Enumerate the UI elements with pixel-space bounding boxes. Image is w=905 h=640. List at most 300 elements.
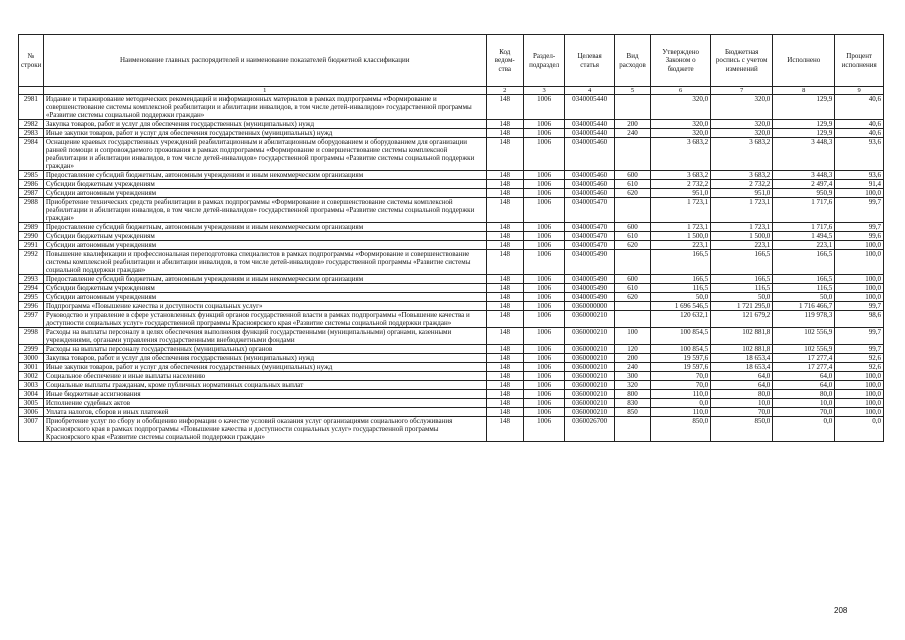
row-number: 3001	[19, 363, 44, 372]
expense-type	[614, 302, 650, 311]
percent-value: 99,7	[835, 328, 884, 345]
column-number	[19, 87, 44, 95]
target-article: 0360000210	[565, 311, 615, 328]
table-row	[19, 129, 884, 138]
budget-amount: 166,5	[711, 275, 773, 284]
expense-type: 800	[614, 390, 650, 399]
budget-amount: 64,0	[711, 372, 773, 381]
column-number: 8	[773, 87, 835, 95]
approved-amount: 110,0	[651, 390, 711, 399]
percent-value: 99,7	[835, 302, 884, 311]
expense-type	[614, 417, 650, 442]
percent-value: 92,6	[835, 354, 884, 363]
expense-type: 610	[614, 232, 650, 241]
table-row	[19, 293, 884, 302]
expense-type: 610	[614, 284, 650, 293]
department-code: 148	[486, 95, 523, 120]
approved-amount: 100 854,5	[651, 345, 711, 354]
budget-amount: 1 723,1	[711, 198, 773, 223]
target-article: 0340005470	[565, 241, 615, 250]
expense-type: 300	[614, 372, 650, 381]
budget-amount: 850,0	[711, 417, 773, 442]
table-row	[19, 284, 884, 293]
row-number: 2997	[19, 311, 44, 328]
approved-amount: 951,0	[651, 189, 711, 198]
section-code: 1006	[523, 198, 564, 223]
section-code: 1006	[523, 293, 564, 302]
column-number: 6	[651, 87, 711, 95]
row-name: Предоставление субсидий бюджетным, автономным учреждениям и иным некоммерческим организациям	[43, 171, 486, 180]
target-article: 0340005470	[565, 232, 615, 241]
budget-amount: 951,0	[711, 189, 773, 198]
executed-amount: 129,9	[773, 129, 835, 138]
expense-type: 240	[614, 129, 650, 138]
budget-amount: 2 732,2	[711, 180, 773, 189]
department-code: 148	[486, 250, 523, 275]
section-code: 1006	[523, 311, 564, 328]
percent-value: 100,0	[835, 241, 884, 250]
row-number: 2989	[19, 223, 44, 232]
section-code: 1006	[523, 223, 564, 232]
target-article: 0340005470	[565, 198, 615, 223]
approved-amount: 70,0	[651, 381, 711, 390]
column-number: 1	[43, 87, 486, 95]
executed-amount: 17 277,4	[773, 354, 835, 363]
percent-value: 99,6	[835, 232, 884, 241]
row-name: Исполнение судебных актов	[43, 399, 486, 408]
target-article: 0340005440	[565, 95, 615, 120]
table-row	[19, 399, 884, 408]
row-number: 2996	[19, 302, 44, 311]
table-row	[19, 345, 884, 354]
table-row	[19, 223, 884, 232]
table-row	[19, 328, 884, 345]
table-row	[19, 95, 884, 120]
row-name: Предоставление субсидий бюджетным, автономным учреждениям и иным некоммерческим организациям	[43, 223, 486, 232]
department-code: 148	[486, 399, 523, 408]
header-name: Наименование главных распорядителей и наименование показателей бюджетной классификации	[43, 35, 486, 87]
column-number: 4	[565, 87, 615, 95]
table-row	[19, 363, 884, 372]
table-row	[19, 417, 884, 442]
percent-value: 40,6	[835, 95, 884, 120]
row-name: Издание и тиражирование методических рекомендаций и информационных материалов в рамках подпрограммы «Формирование и совершенствование системы комплексной реабилитации и абилитации инвалидов, в том числе детей-инвалидов» государственной программы «Развитие системы социальной поддержки граждан»	[43, 95, 486, 120]
department-code: 148	[486, 372, 523, 381]
department-code: 148	[486, 138, 523, 171]
row-number: 2988	[19, 198, 44, 223]
target-article: 0360000210	[565, 408, 615, 417]
section-code: 1006	[523, 241, 564, 250]
expense-type	[614, 95, 650, 120]
target-article: 0340005490	[565, 284, 615, 293]
target-article: 0340005490	[565, 293, 615, 302]
section-code: 1006	[523, 189, 564, 198]
section-code: 1006	[523, 363, 564, 372]
column-number: 3	[523, 87, 564, 95]
executed-amount: 3 448,3	[773, 138, 835, 171]
executed-amount: 166,5	[773, 250, 835, 275]
executed-amount: 3 448,3	[773, 171, 835, 180]
percent-value: 100,0	[835, 399, 884, 408]
section-code: 1006	[523, 284, 564, 293]
expense-type: 600	[614, 223, 650, 232]
budget-amount: 102 881,8	[711, 328, 773, 345]
department-code: 148	[486, 293, 523, 302]
header-row	[19, 35, 884, 87]
section-code: 1006	[523, 120, 564, 129]
section-code: 1006	[523, 95, 564, 120]
approved-amount: 3 683,2	[651, 138, 711, 171]
row-number: 3002	[19, 372, 44, 381]
row-name: Руководство и управление в сфере установленных функций органов государственной власти в рамках подпрограммы «Повышение качества и доступности социальных услуг» государственной программы Красноярского края «Развитие системы социальной поддержки граждан»	[43, 311, 486, 328]
section-code: 1006	[523, 129, 564, 138]
percent-value: 0,0	[835, 417, 884, 442]
approved-amount: 1 500,0	[651, 232, 711, 241]
row-name: Иные бюджетные ассигнования	[43, 390, 486, 399]
header-section: Раздел-подраздел	[523, 35, 564, 87]
row-number: 2983	[19, 129, 44, 138]
row-number: 2987	[19, 189, 44, 198]
approved-amount: 320,0	[651, 129, 711, 138]
table-row	[19, 302, 884, 311]
percent-value: 100,0	[835, 275, 884, 284]
budget-amount: 166,5	[711, 250, 773, 275]
expense-type: 850	[614, 408, 650, 417]
row-name: Предоставление субсидий бюджетным, автономным учреждениям и иным некоммерческим организациям	[43, 275, 486, 284]
section-code: 1006	[523, 408, 564, 417]
budget-amount: 50,0	[711, 293, 773, 302]
percent-value: 93,6	[835, 138, 884, 171]
percent-value: 40,6	[835, 120, 884, 129]
department-code: 148	[486, 328, 523, 345]
expense-type: 200	[614, 120, 650, 129]
department-code: 148	[486, 381, 523, 390]
department-code: 148	[486, 390, 523, 399]
row-name: Субсидии автономным учреждениям	[43, 241, 486, 250]
executed-amount: 0,0	[773, 417, 835, 442]
column-number: 2	[486, 87, 523, 95]
column-number: 9	[835, 87, 884, 95]
header-approved: Утверждено Законом о бюджете	[651, 35, 711, 87]
executed-amount: 223,1	[773, 241, 835, 250]
row-number: 2982	[19, 120, 44, 129]
expense-type: 620	[614, 189, 650, 198]
table-row	[19, 381, 884, 390]
row-number: 2992	[19, 250, 44, 275]
header-expense-type: Вид расходов	[614, 35, 650, 87]
executed-amount: 80,0	[773, 390, 835, 399]
executed-amount: 17 277,4	[773, 363, 835, 372]
row-name: Субсидии бюджетным учреждениям	[43, 284, 486, 293]
row-number: 2990	[19, 232, 44, 241]
approved-amount: 116,5	[651, 284, 711, 293]
target-article: 0360000000	[565, 302, 615, 311]
percent-value: 40,6	[835, 129, 884, 138]
department-code: 148	[486, 198, 523, 223]
target-article: 0360000210	[565, 372, 615, 381]
section-code: 1006	[523, 417, 564, 442]
budget-amount: 1 723,1	[711, 223, 773, 232]
approved-amount: 166,5	[651, 250, 711, 275]
table-row	[19, 120, 884, 129]
budget-amount: 121 679,2	[711, 311, 773, 328]
percent-value: 100,0	[835, 372, 884, 381]
row-number: 2999	[19, 345, 44, 354]
target-article: 0360000210	[565, 354, 615, 363]
executed-amount: 119 978,3	[773, 311, 835, 328]
row-name: Приобретение услуг по сбору и обобщению информации о качестве условий оказания услуг организациями социального обслуживания Красноярского края в рамках подпрограммы «Повышение качества и доступности социальных услуг» государственной программы Красноярского края «Развитие системы социальной поддержки граждан»	[43, 417, 486, 442]
percent-value: 100,0	[835, 250, 884, 275]
percent-value: 100,0	[835, 284, 884, 293]
budget-amount: 18 653,4	[711, 363, 773, 372]
executed-amount: 64,0	[773, 381, 835, 390]
percent-value: 99,7	[835, 345, 884, 354]
budget-execution-table	[18, 34, 884, 442]
section-code: 1006	[523, 381, 564, 390]
percent-value: 100,0	[835, 390, 884, 399]
row-number: 3006	[19, 408, 44, 417]
executed-amount: 102 556,9	[773, 328, 835, 345]
target-article: 0340005490	[565, 275, 615, 284]
row-name: Закупка товаров, работ и услуг для обеспечения государственных (муниципальных) нужд	[43, 120, 486, 129]
department-code: 148	[486, 171, 523, 180]
executed-amount: 50,0	[773, 293, 835, 302]
budget-amount: 3 683,2	[711, 138, 773, 171]
executed-amount: 950,9	[773, 189, 835, 198]
approved-amount: 223,1	[651, 241, 711, 250]
percent-value: 91,4	[835, 180, 884, 189]
table-row	[19, 171, 884, 180]
section-code: 1006	[523, 302, 564, 311]
row-number: 3004	[19, 390, 44, 399]
approved-amount: 320,0	[651, 120, 711, 129]
column-number: 7	[711, 87, 773, 95]
department-code: 148	[486, 284, 523, 293]
section-code: 1006	[523, 345, 564, 354]
budget-amount: 3 683,2	[711, 171, 773, 180]
row-name: Социальные выплаты гражданам, кроме публичных нормативных социальных выплат	[43, 381, 486, 390]
row-name: Субсидии бюджетным учреждениям	[43, 232, 486, 241]
header-target-article: Целевая статья	[565, 35, 615, 87]
table-body	[19, 95, 884, 442]
budget-amount: 80,0	[711, 390, 773, 399]
executed-amount: 116,5	[773, 284, 835, 293]
approved-amount: 120 632,1	[651, 311, 711, 328]
expense-type: 600	[614, 171, 650, 180]
row-number: 2995	[19, 293, 44, 302]
budget-amount: 320,0	[711, 129, 773, 138]
executed-amount: 1 717,6	[773, 198, 835, 223]
row-number: 2984	[19, 138, 44, 171]
percent-value: 100,0	[835, 189, 884, 198]
expense-type: 620	[614, 241, 650, 250]
budget-amount: 1 500,0	[711, 232, 773, 241]
approved-amount: 50,0	[651, 293, 711, 302]
percent-value: 98,6	[835, 311, 884, 328]
budget-amount: 18 653,4	[711, 354, 773, 363]
row-number: 3005	[19, 399, 44, 408]
department-code: 148	[486, 232, 523, 241]
percent-value: 99,7	[835, 198, 884, 223]
approved-amount: 110,0	[651, 408, 711, 417]
row-number: 2986	[19, 180, 44, 189]
target-article: 0340005460	[565, 171, 615, 180]
executed-amount: 2 497,4	[773, 180, 835, 189]
row-name: Расходы на выплаты персоналу в целях обеспечения выполнения функций государственными (муниципальными) органами, казенными учреждениями, органами управления государственными внебюджетными фондами	[43, 328, 486, 345]
table-row	[19, 250, 884, 275]
expense-type: 610	[614, 180, 650, 189]
row-name: Повышение квалификации и профессиональная переподготовка специалистов в рамках подпрограммы «Формирование и совершенствование системы комплексной реабилитации и абилитации инвалидов, в том числе детей-инвалидов» государственной программы «Развитие системы социальной поддержки граждан»	[43, 250, 486, 275]
department-code: 148	[486, 129, 523, 138]
department-code: 148	[486, 311, 523, 328]
column-number: 5	[614, 87, 650, 95]
department-code: 148	[486, 275, 523, 284]
department-code: 148	[486, 180, 523, 189]
expense-type: 100	[614, 328, 650, 345]
budget-amount: 70,0	[711, 408, 773, 417]
percent-value: 100,0	[835, 293, 884, 302]
target-article: 0340005470	[565, 223, 615, 232]
department-code: 148	[486, 408, 523, 417]
target-article: 0360026700	[565, 417, 615, 442]
row-name: Приобретение технических средств реабилитации в рамках подпрограммы «Формирование и совершенствование системы комплексной реабилитации и абилитации инвалидов, в том числе детей-инвалидов» государственной программы «Развитие системы социальной поддержки граждан»	[43, 198, 486, 223]
budget-amount: 1 721 295,0	[711, 302, 773, 311]
approved-amount: 166,5	[651, 275, 711, 284]
budget-amount: 320,0	[711, 95, 773, 120]
row-number: 3003	[19, 381, 44, 390]
executed-amount: 129,9	[773, 120, 835, 129]
expense-type: 620	[614, 293, 650, 302]
approved-amount: 100 854,5	[651, 328, 711, 345]
section-code: 1006	[523, 232, 564, 241]
table-row	[19, 198, 884, 223]
approved-amount: 1 723,1	[651, 198, 711, 223]
approved-amount: 1 723,1	[651, 223, 711, 232]
executed-amount: 70,0	[773, 408, 835, 417]
target-article: 0340005440	[565, 129, 615, 138]
approved-amount: 70,0	[651, 372, 711, 381]
target-article: 0340005460	[565, 180, 615, 189]
table-row	[19, 408, 884, 417]
target-article: 0340005490	[565, 250, 615, 275]
department-code: 148	[486, 120, 523, 129]
section-code: 1006	[523, 250, 564, 275]
executed-amount: 10,0	[773, 399, 835, 408]
approved-amount: 1 696 546,5	[651, 302, 711, 311]
row-number: 2993	[19, 275, 44, 284]
expense-type: 830	[614, 399, 650, 408]
section-code: 1006	[523, 354, 564, 363]
page-number: 208	[834, 606, 848, 615]
target-article: 0340005460	[565, 189, 615, 198]
row-number: 2991	[19, 241, 44, 250]
section-code: 1006	[523, 138, 564, 171]
target-article: 0360000210	[565, 390, 615, 399]
percent-value: 99,7	[835, 223, 884, 232]
expense-type	[614, 250, 650, 275]
table-row	[19, 138, 884, 171]
executed-amount: 64,0	[773, 372, 835, 381]
target-article: 0360000210	[565, 363, 615, 372]
section-code: 1006	[523, 328, 564, 345]
executed-amount: 1 717,6	[773, 223, 835, 232]
target-article: 0340005440	[565, 120, 615, 129]
department-code: 148	[486, 354, 523, 363]
row-name: Расходы на выплаты персоналу государственных (муниципальных) органов	[43, 345, 486, 354]
department-code: 148	[486, 345, 523, 354]
header-executed: Исполнено	[773, 35, 835, 87]
percent-value: 92,6	[835, 363, 884, 372]
approved-amount: 19 597,6	[651, 363, 711, 372]
table-row	[19, 354, 884, 363]
table-row	[19, 189, 884, 198]
row-name: Субсидии автономным учреждениям	[43, 189, 486, 198]
row-name: Закупка товаров, работ и услуг для обеспечения государственных (муниципальных) нужд	[43, 354, 486, 363]
department-code: 148	[486, 223, 523, 232]
approved-amount: 850,0	[651, 417, 711, 442]
executed-amount: 1 716 466,7	[773, 302, 835, 311]
row-name: Субсидии автономным учреждениям	[43, 293, 486, 302]
row-name: Уплата налогов, сборов и иных платежей	[43, 408, 486, 417]
row-number: 2985	[19, 171, 44, 180]
department-code: 148	[486, 363, 523, 372]
row-name: Социальное обеспечение и иные выплаты населению	[43, 372, 486, 381]
column-number-row	[19, 87, 884, 95]
budget-amount: 10,0	[711, 399, 773, 408]
header-row-number: № строки	[19, 35, 44, 87]
department-code: 148	[486, 417, 523, 442]
row-number: 2998	[19, 328, 44, 345]
table-row	[19, 372, 884, 381]
budget-table-sheet	[18, 34, 884, 442]
row-name: Иные закупки товаров, работ и услуг для обеспечения государственных (муниципальных) нужд	[43, 129, 486, 138]
row-number: 2981	[19, 95, 44, 120]
percent-value: 100,0	[835, 408, 884, 417]
budget-amount: 223,1	[711, 241, 773, 250]
target-article: 0360000210	[565, 345, 615, 354]
row-number: 2994	[19, 284, 44, 293]
executed-amount: 129,9	[773, 95, 835, 120]
target-article: 0360000210	[565, 381, 615, 390]
expense-type: 320	[614, 381, 650, 390]
expense-type: 600	[614, 275, 650, 284]
expense-type: 120	[614, 345, 650, 354]
section-code: 1006	[523, 390, 564, 399]
target-article: 0360000210	[565, 328, 615, 345]
department-code: 148	[486, 302, 523, 311]
budget-amount: 320,0	[711, 120, 773, 129]
header-percent: Процент исполнения	[835, 35, 884, 87]
percent-value: 100,0	[835, 381, 884, 390]
budget-amount: 116,5	[711, 284, 773, 293]
department-code: 148	[486, 189, 523, 198]
expense-type	[614, 311, 650, 328]
row-name: Подпрограмма «Повышение качества и доступности социальных услуг»	[43, 302, 486, 311]
table-row	[19, 232, 884, 241]
approved-amount: 19 597,6	[651, 354, 711, 363]
section-code: 1006	[523, 171, 564, 180]
table-row	[19, 180, 884, 189]
table-row	[19, 275, 884, 284]
budget-amount: 64,0	[711, 381, 773, 390]
approved-amount: 320,0	[651, 95, 711, 120]
budget-amount: 102 881,8	[711, 345, 773, 354]
section-code: 1006	[523, 372, 564, 381]
expense-type: 240	[614, 363, 650, 372]
expense-type: 200	[614, 354, 650, 363]
header-department-code: Код ведом-ства	[486, 35, 523, 87]
section-code: 1006	[523, 275, 564, 284]
